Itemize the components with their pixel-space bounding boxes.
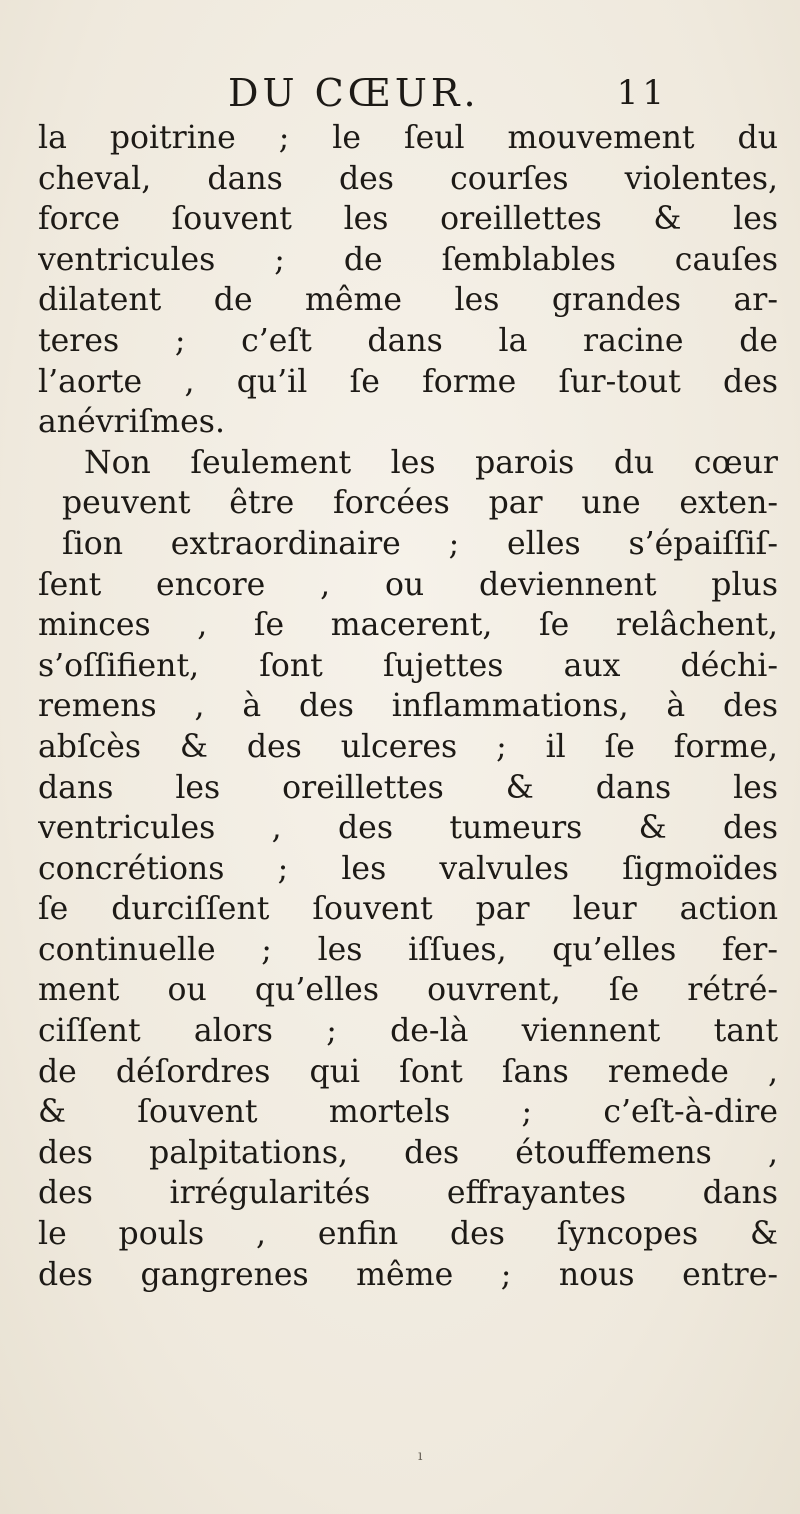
text-line: cheval, dans des courſes violentes, [38, 160, 778, 197]
text-line: le pouls , enfin des ſyncopes & [38, 1216, 778, 1253]
signature-mark: ı [418, 1448, 423, 1464]
text-line: l’aorte , qu’il ſe forme ſur-tout des [38, 363, 778, 400]
page-header [228, 68, 668, 118]
text-line: des gangrenes même ; nous entre- [38, 1256, 778, 1293]
text-line: & ſouvent mortels ; c’eſt-à-dire [38, 1094, 778, 1131]
text-line: anévriſmes. [38, 404, 225, 441]
text-line: force ſouvent les oreillettes & les [38, 201, 778, 238]
text-line: ventricules , des tumeurs & des [38, 810, 778, 847]
text-line: de déſordres qui ſont ſans remede , [38, 1053, 778, 1090]
text-line: ſe durciſſent ſouvent par leur action [38, 891, 778, 928]
text-line: s’oſſifient, ſont ſujettes aux déchi- [38, 647, 778, 684]
text-line: ciſſent alors ; de-là viennent tant [38, 1013, 778, 1050]
body-text [38, 118, 778, 1295]
text-line: minces , ſe macerent, ſe relâchent, [38, 607, 778, 644]
text-line: concrétions ; les valvules ſigmoïdes [38, 850, 778, 887]
text-line: continuelle ; les iſſues, qu’elles fer- [38, 931, 778, 968]
text-line: des palpitations, des étouffemens , [38, 1134, 778, 1171]
running-title: DU CŒUR. [228, 71, 480, 115]
text-line: ventricules ; de ſemblables cauſes [38, 241, 778, 278]
text-line: abſcès & des ulceres ; il ſe forme, [38, 728, 778, 765]
text-line: ment ou qu’elles ouvrent, ſe rétré- [38, 972, 778, 1009]
text-line: remens , à des inflammations, à des [38, 688, 778, 725]
text-line: la poitrine ; le ſeul mouvement du [38, 120, 778, 156]
page-number: 11 [616, 73, 668, 113]
text-line: Non ſeulement les parois du cœur [84, 444, 778, 481]
text-line: ſion extraordinaire ; elles s’épaiſſiſ- [62, 525, 778, 562]
text-line: ſent encore , ou deviennent plus [38, 566, 778, 603]
text-line: dans les oreillettes & dans les [38, 769, 778, 806]
text-line: dilatent de même les grandes ar- [38, 282, 778, 319]
text-line: des irrégularités effrayantes dans [38, 1175, 778, 1212]
text-line: teres ; c’eſt dans la racine de [38, 322, 778, 359]
text-line: peuvent être forcées par une exten- [62, 485, 778, 522]
